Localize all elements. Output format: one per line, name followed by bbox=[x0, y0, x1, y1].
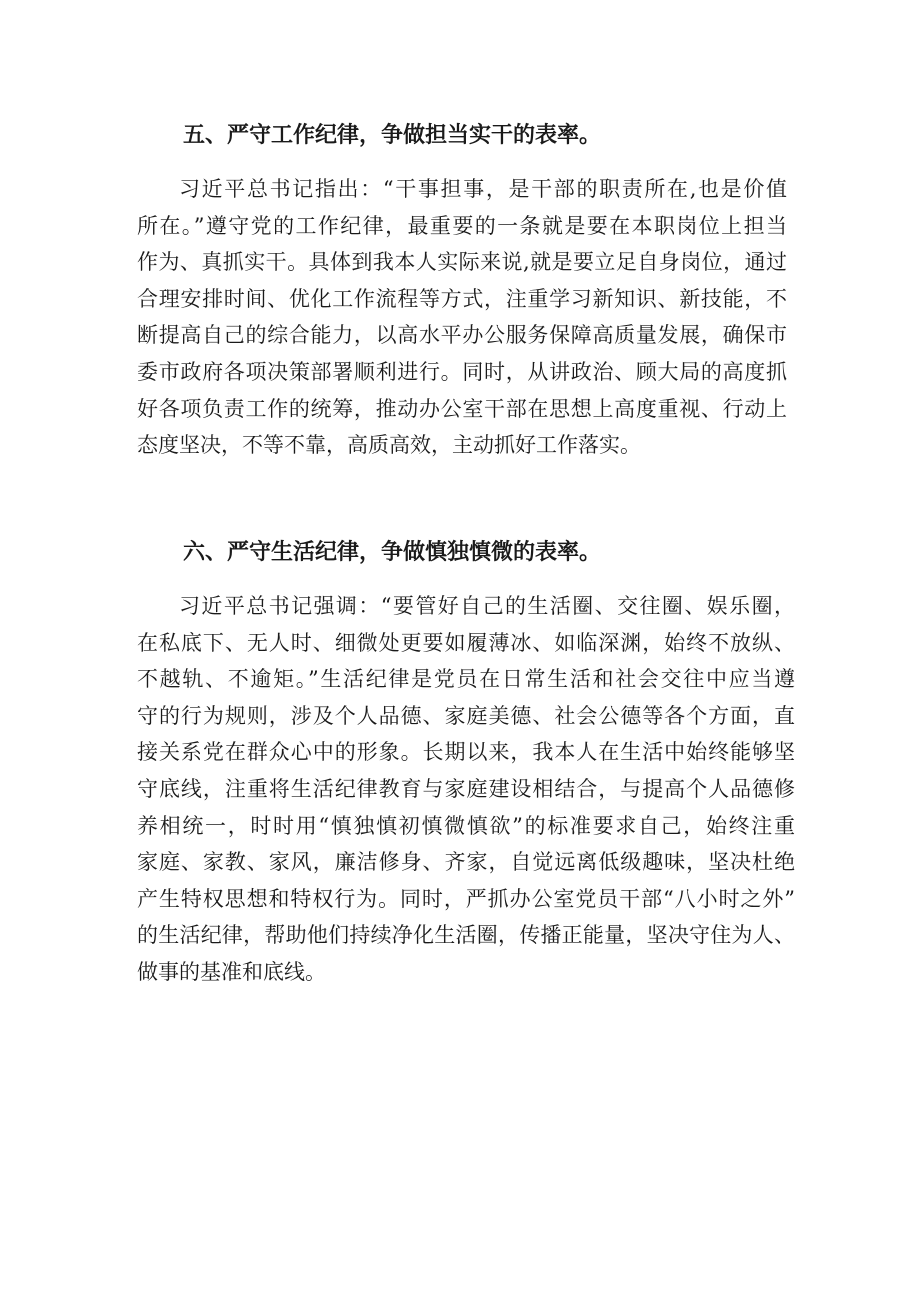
paragraph-line: 习近平总书记强调：“要管好自己的生活圈、交往圈、娱乐圈， bbox=[179, 594, 795, 618]
section-heading-life-discipline: 六、严守生活纪律，争做慎独慎微的表率。 bbox=[183, 540, 602, 565]
paragraph-line: 养相统一，时时用“慎独慎初慎微慎欲”的标准要求自己，始终注重 bbox=[137, 813, 795, 838]
paragraph-line: 产生特权思想和特权行为。同时，严抓办公室党员干部“八小时之外” bbox=[137, 886, 795, 911]
section-body-life-discipline bbox=[137, 588, 795, 991]
paragraph-line: 的生活纪律，帮助他们持续净化生活圈，传播正能量，坚决守住为人、 bbox=[137, 923, 795, 948]
paragraph-line: 习近平总书记指出：“干事担事，是干部的职责所在,也是价值 bbox=[179, 177, 787, 201]
paragraph-line: 不越轨、不逾矩。”生活纪律是党员在日常生活和社会交往中应当遵 bbox=[137, 667, 795, 692]
paragraph-line: 接关系党在群众心中的形象。长期以来，我本人在生活中始终能够坚 bbox=[137, 740, 795, 765]
paragraph-line: 合理安排时间、优化工作流程等方式，注重学习新知识、新技能，不 bbox=[137, 286, 787, 311]
paragraph-line: 好各项负责工作的统筹，推动办公室干部在思想上高度重视、行动上 bbox=[137, 396, 787, 421]
section-heading-work-discipline: 五、严守工作纪律，争做担当实干的表率。 bbox=[183, 123, 602, 148]
paragraph-line: 做事的基准和底线。 bbox=[137, 959, 326, 984]
paragraph-line: 作为、真抓实干。具体到我本人实际来说,就是要立足自身岗位，通过 bbox=[137, 250, 787, 275]
paragraph-line: 家庭、家教、家风，廉洁修身、齐家，自觉远离低级趣味，坚决杜绝 bbox=[137, 850, 795, 875]
paragraph-line: 态度坚决，不等不靠，高质高效，主动抓好工作落实。 bbox=[137, 433, 641, 458]
section-body-work-discipline bbox=[137, 171, 787, 464]
paragraph-line: 在私底下、无人时、细微处更要如履薄冰、如临深渊，始终不放纵、 bbox=[137, 630, 795, 655]
paragraph-line: 委市政府各项决策部署顺利进行。同时，从讲政治、顾大局的高度抓 bbox=[137, 359, 787, 384]
paragraph-line: 断提高自己的综合能力，以高水平办公服务保障高质量发展，确保市 bbox=[137, 323, 787, 348]
paragraph-line: 守底线，注重将生活纪律教育与家庭建设相结合，与提高个人品德修 bbox=[137, 776, 795, 801]
paragraph-line: 守的行为规则，涉及个人品德、家庭美德、社会公德等各个方面，直 bbox=[137, 703, 795, 728]
paragraph-line: 所在。”遵守党的工作纪律，最重要的一条就是要在本职岗位上担当 bbox=[137, 213, 787, 238]
